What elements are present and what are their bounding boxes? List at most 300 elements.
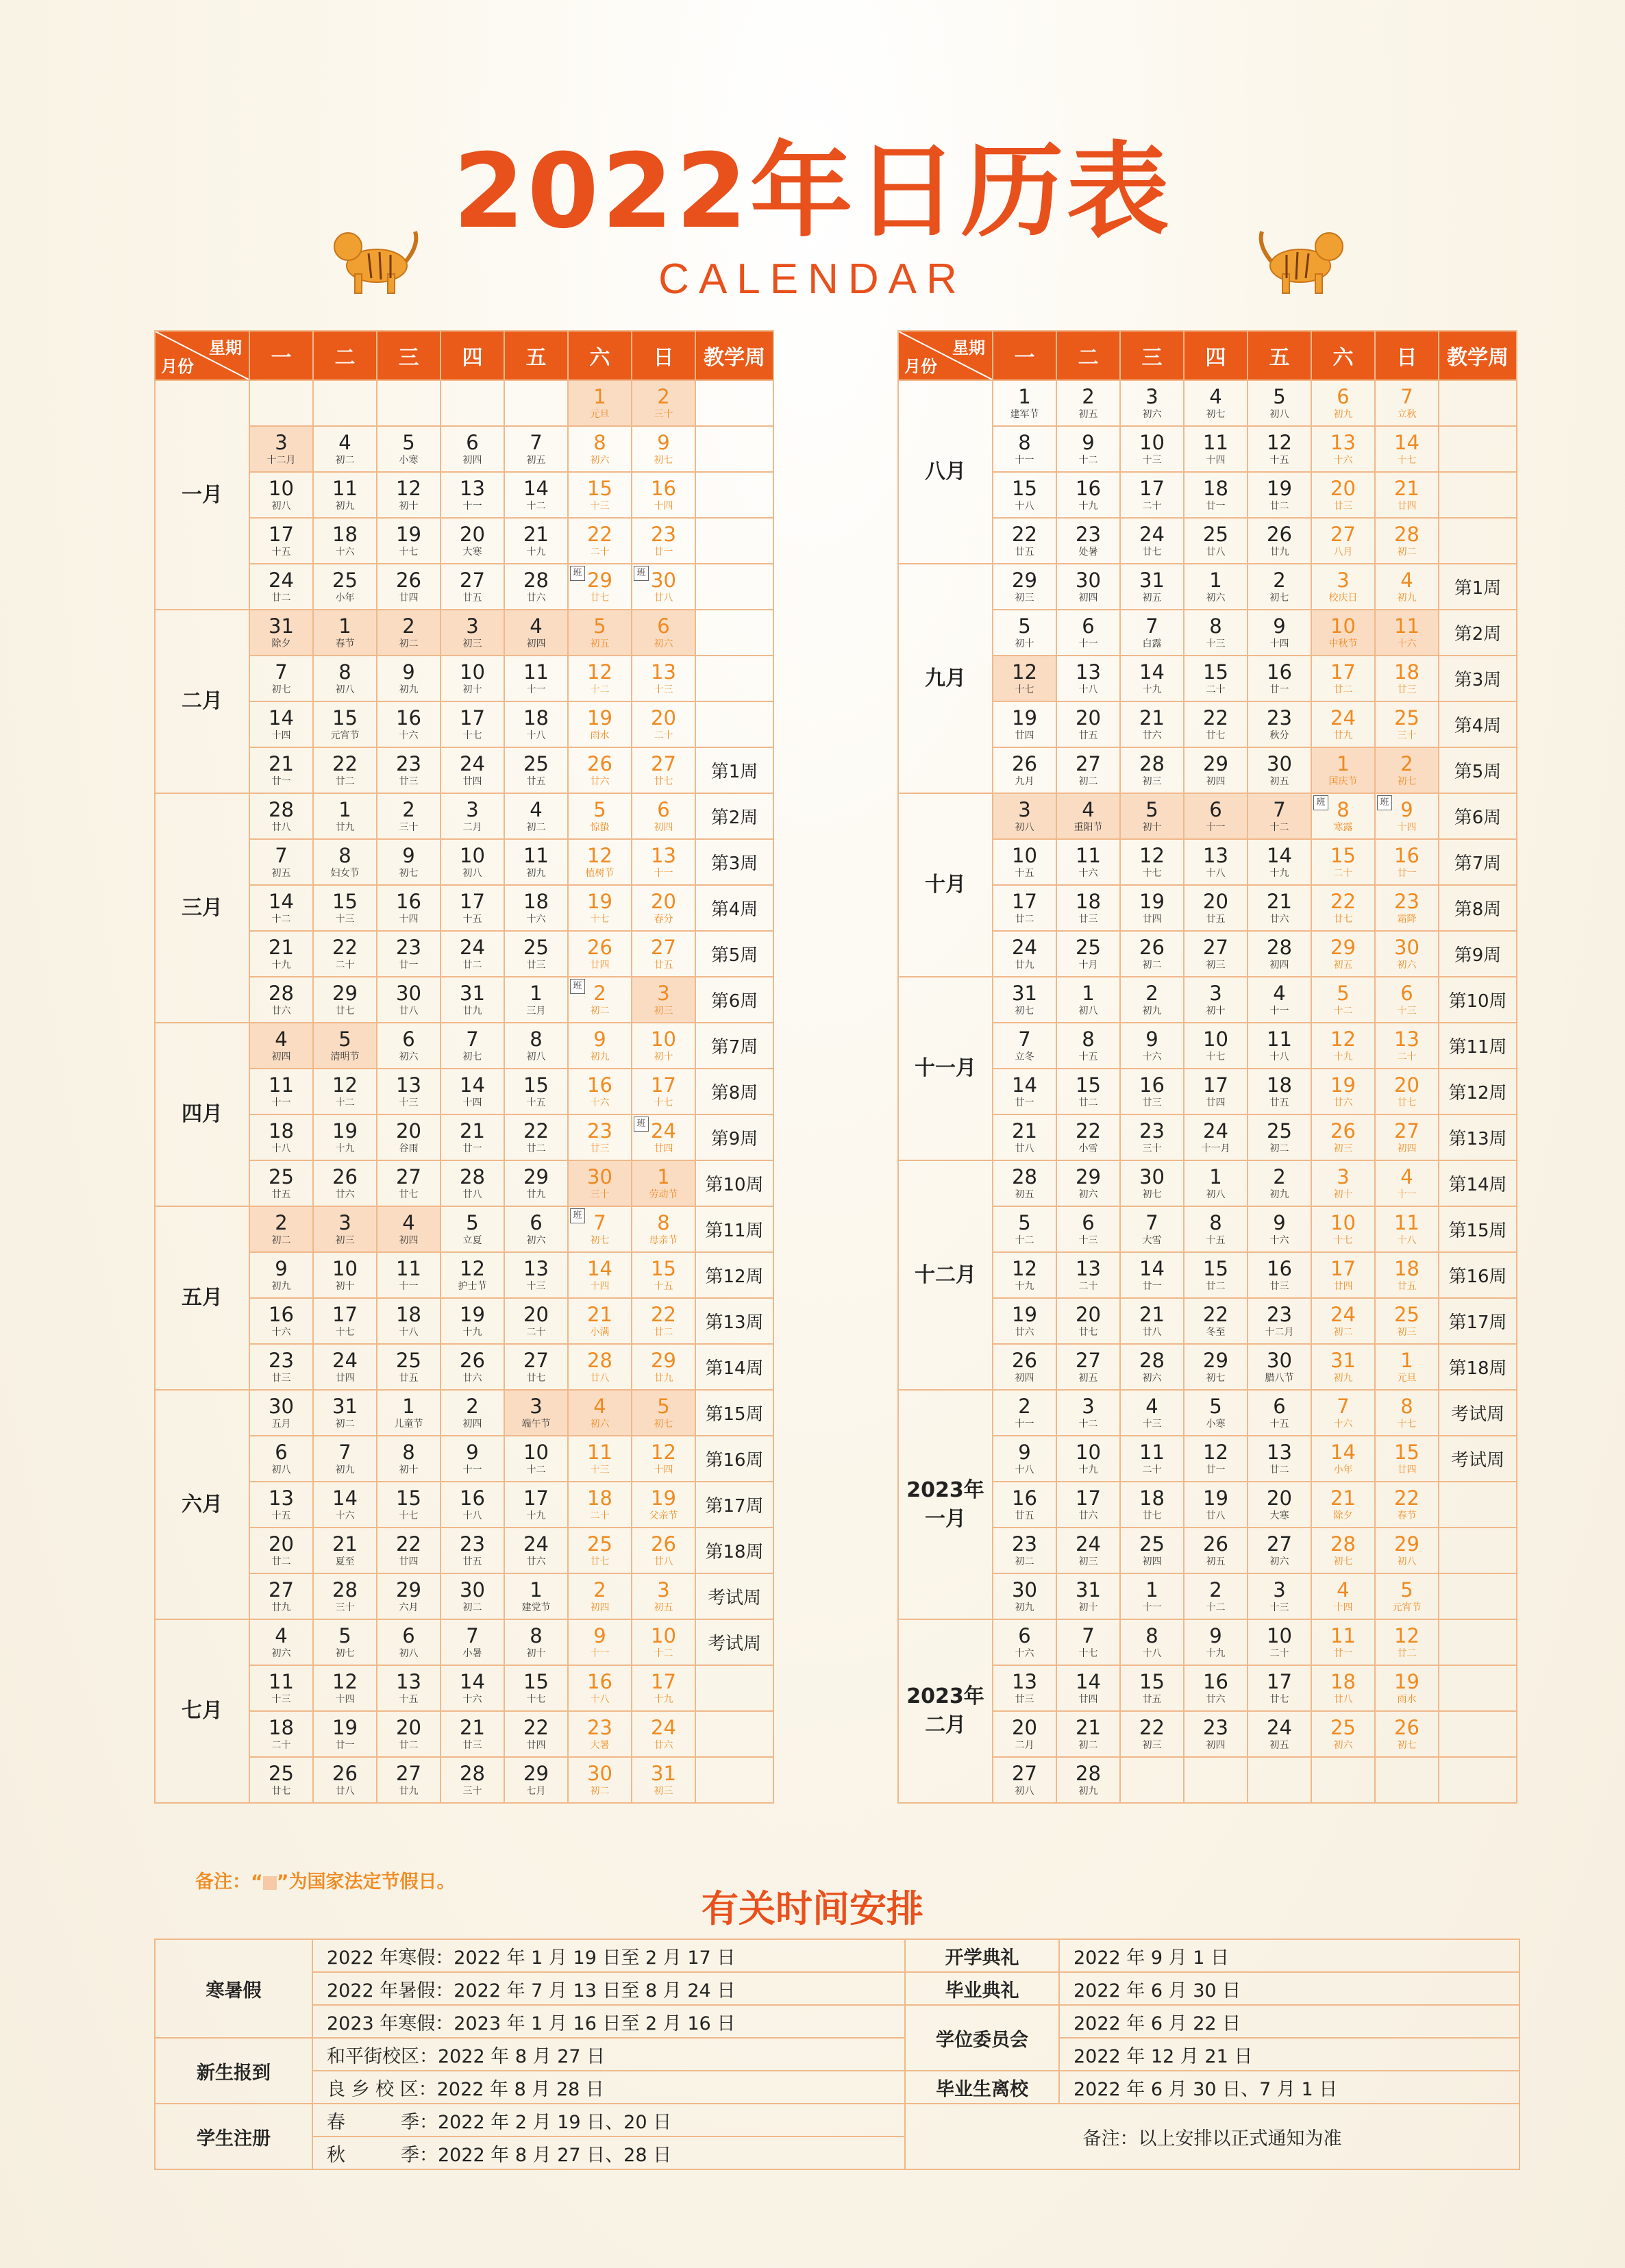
lunar-date: 廿二 — [1269, 501, 1289, 512]
day-cell — [377, 839, 441, 885]
day-cell — [1184, 564, 1248, 610]
lunar-date: 霜降 — [1397, 914, 1417, 925]
lunar-date: 廿二 — [654, 1327, 673, 1338]
lunar-date: 廿五 — [654, 960, 673, 971]
day-cell — [1056, 1252, 1120, 1298]
day-number: 26 — [460, 1349, 485, 1372]
teaching-week-cell: 第6周 — [695, 977, 773, 1023]
day-cell — [504, 1619, 568, 1665]
day-cell — [313, 656, 377, 701]
day-cell — [249, 472, 313, 518]
holiday-label: 寒暑假 — [155, 1939, 312, 2038]
day-cell — [313, 701, 377, 747]
day-number: 26 — [332, 1165, 358, 1188]
lunar-date: 十七 — [462, 730, 482, 741]
lunar-date: 初四 — [1206, 776, 1226, 787]
day-number: 10 — [1076, 1441, 1101, 1464]
day-cell — [1184, 1206, 1248, 1252]
day-cell — [993, 1160, 1056, 1206]
lunar-date: 十一 — [271, 1097, 291, 1108]
day-cell — [504, 1390, 568, 1436]
day-number: 30 — [269, 1395, 294, 1418]
day-cell — [568, 1344, 632, 1390]
lunar-date: 十八 — [462, 1510, 482, 1521]
day-number: 1 — [1337, 752, 1350, 775]
day-cell — [1311, 885, 1375, 931]
enroll-row: 和平街校区：2022 年 8 月 27 日 — [312, 2038, 905, 2071]
day-number: 16 — [1076, 477, 1101, 500]
day-number: 4 — [1209, 385, 1222, 408]
day-number: 16 — [651, 477, 676, 500]
lunar-date: 十五 — [654, 1281, 673, 1292]
lunar-date: 十二 — [654, 1648, 673, 1659]
lunar-date: 初五 — [590, 638, 610, 649]
day-cell — [632, 380, 695, 426]
day-cell — [568, 1023, 632, 1069]
empty-day-cell — [1184, 1757, 1248, 1803]
day-number: 19 — [587, 890, 612, 913]
lunar-date: 秋分 — [1269, 730, 1289, 741]
lunar-date: 初九 — [1269, 1189, 1289, 1200]
calendar-week-row — [898, 1390, 1517, 1436]
day-number: 12 — [587, 660, 612, 684]
day-number: 8 — [1018, 431, 1031, 454]
day-number: 9 — [1273, 614, 1286, 638]
tiger-right-icon — [1254, 218, 1350, 300]
lunar-date: 廿三 — [1142, 1097, 1162, 1108]
lunar-date: 二十 — [1333, 868, 1353, 879]
day-number: 15 — [523, 1073, 549, 1097]
weekday-header: 五 — [1248, 331, 1311, 380]
day-cell — [313, 1482, 377, 1528]
lunar-date: 廿一 — [1269, 684, 1289, 695]
lunar-date: 初九 — [1142, 1006, 1162, 1017]
day-cell — [1120, 1344, 1184, 1390]
day-cell — [441, 885, 504, 931]
day-number: 15 — [1012, 477, 1037, 500]
day-cell — [1120, 610, 1184, 656]
day-number: 30 — [1394, 936, 1419, 959]
day-cell — [568, 1665, 632, 1711]
lunar-date: 小年 — [335, 593, 355, 603]
day-cell — [249, 1482, 313, 1528]
lunar-date: 初二 — [590, 1786, 610, 1797]
day-cell — [313, 747, 377, 793]
day-number: 3 — [1273, 1578, 1286, 1602]
day-cell — [1056, 380, 1120, 426]
day-number: 12 — [1203, 1441, 1228, 1464]
lunar-date: 十二 — [1078, 455, 1098, 466]
day-number: 16 — [1139, 1073, 1165, 1097]
day-number: 20 — [1267, 1486, 1292, 1510]
day-number: 22 — [1203, 706, 1228, 730]
day-cell — [249, 1206, 313, 1252]
day-number: 6 — [1018, 1624, 1031, 1647]
day-number: 30 — [1139, 1165, 1165, 1188]
day-number: 22 — [1203, 1303, 1228, 1326]
day-number: 9 — [466, 1441, 479, 1464]
day-cell — [1120, 1436, 1184, 1482]
lunar-date: 十三 — [590, 1465, 610, 1475]
lunar-date: 廿三 — [399, 776, 419, 787]
lunar-date: 重阳节 — [1074, 822, 1103, 833]
lunar-date: 二十 — [590, 547, 610, 558]
lunar-date: 十六 — [335, 547, 355, 558]
day-cell — [377, 1344, 441, 1390]
day-number: 2 — [1082, 385, 1095, 408]
lunar-date: 十五 — [1269, 455, 1289, 466]
day-number: 7 — [593, 1211, 606, 1234]
lunar-date: 初六 — [1397, 960, 1417, 971]
lunar-date: 十二 — [590, 684, 610, 695]
lunar-date: 廿七 — [590, 593, 610, 603]
day-number: 13 — [1012, 1670, 1037, 1693]
lunar-date: 十八 — [399, 1327, 419, 1338]
day-cell — [313, 1757, 377, 1803]
day-number: 11 — [269, 1073, 294, 1097]
day-number: 28 — [587, 1349, 612, 1372]
day-number: 23 — [587, 1716, 612, 1739]
day-number: 28 — [332, 1578, 358, 1602]
day-cell — [632, 1573, 695, 1619]
day-cell — [1375, 1436, 1439, 1482]
lunar-date: 初十 — [1078, 1602, 1098, 1613]
day-number: 18 — [1394, 660, 1419, 684]
lunar-date: 初十 — [335, 1281, 355, 1292]
lunar-date: 二十 — [1269, 1648, 1289, 1659]
day-cell — [504, 747, 568, 793]
day-number: 23 — [1267, 1303, 1292, 1326]
lunar-date: 初二 — [590, 1006, 610, 1017]
day-number: 21 — [1394, 477, 1419, 500]
day-number: 10 — [1330, 614, 1356, 638]
lunar-date: 廿二 — [1206, 1281, 1226, 1292]
weekday-header: 三 — [1120, 331, 1184, 380]
day-number: 9 — [593, 1624, 606, 1647]
lunar-date: 廿八 — [590, 1373, 610, 1384]
day-number: 14 — [587, 1257, 612, 1280]
day-cell — [249, 1573, 313, 1619]
lunar-date: 初七 — [271, 684, 291, 695]
lunar-date: 十三 — [590, 501, 610, 512]
lunar-date: 廿一 — [462, 1143, 482, 1154]
day-cell — [1375, 747, 1439, 793]
day-cell — [377, 1114, 441, 1160]
day-cell — [1184, 1069, 1248, 1114]
day-number: 23 — [1139, 1119, 1165, 1143]
lunar-date: 二十 — [1078, 1281, 1098, 1292]
lunar-date: 廿六 — [335, 1189, 355, 1200]
day-cell — [377, 931, 441, 977]
lunar-date: 九月 — [1015, 776, 1034, 787]
day-cell — [568, 518, 632, 564]
day-cell — [632, 1528, 695, 1573]
day-number: 5 — [1209, 1395, 1222, 1418]
day-cell — [249, 1757, 313, 1803]
day-cell — [1120, 1069, 1184, 1114]
month-label: 九月 — [898, 564, 993, 793]
day-cell — [993, 564, 1056, 610]
day-number: 11 — [1394, 1211, 1419, 1234]
lunar-date: 十五 — [1269, 1419, 1289, 1430]
day-cell — [1056, 472, 1120, 518]
day-cell — [568, 931, 632, 977]
day-number: 25 — [1139, 1532, 1165, 1556]
day-number: 18 — [1139, 1486, 1165, 1510]
makeup-workday-icon: 班 — [570, 979, 585, 994]
lunar-date: 十三 — [399, 1097, 419, 1108]
lunar-date: 初二 — [462, 1602, 482, 1613]
lunar-date: 廿二 — [462, 960, 482, 971]
calendar-week-row — [898, 1619, 1517, 1665]
teaching-week-cell: 第8周 — [1439, 885, 1517, 931]
day-number: 7 — [338, 1441, 351, 1464]
day-cell — [377, 472, 441, 518]
day-number: 20 — [523, 1303, 549, 1326]
lunar-date: 小寒 — [399, 455, 419, 466]
day-cell — [1184, 1573, 1248, 1619]
lunar-date: 初四 — [462, 1419, 482, 1430]
day-cell — [377, 1069, 441, 1114]
lunar-date: 十七 — [399, 547, 419, 558]
lunar-date: 十二 — [1333, 1006, 1353, 1017]
lunar-date: 初四 — [590, 1602, 610, 1613]
lunar-date: 母亲节 — [649, 1235, 678, 1246]
day-cell — [1375, 610, 1439, 656]
day-number: 25 — [1267, 1119, 1292, 1143]
day-number: 2 — [593, 982, 606, 1005]
day-number: 17 — [460, 706, 485, 730]
teaching-week-cell — [1439, 1528, 1517, 1573]
day-number: 11 — [1203, 431, 1228, 454]
day-number: 6 — [657, 614, 670, 638]
day-cell — [1375, 1298, 1439, 1344]
day-number: 1 — [1209, 1165, 1222, 1188]
calendar-left — [154, 330, 774, 1804]
day-number: 21 — [332, 1532, 358, 1556]
day-number: 19 — [1203, 1486, 1228, 1510]
day-number: 14 — [1267, 844, 1292, 867]
day-number: 1 — [530, 982, 543, 1005]
day-cell — [1120, 977, 1184, 1023]
lunar-date: 立夏 — [462, 1235, 482, 1246]
day-cell — [1056, 1711, 1120, 1757]
lunar-date: 初五 — [1269, 776, 1289, 787]
lunar-date: 十三 — [526, 1281, 546, 1292]
day-number: 20 — [1203, 890, 1228, 913]
lunar-date: 十四 — [654, 1465, 673, 1475]
day-number: 21 — [587, 1303, 612, 1326]
day-number: 5 — [1400, 1578, 1413, 1602]
day-number: 31 — [1076, 1578, 1101, 1602]
day-number: 16 — [1267, 1257, 1292, 1280]
day-number: 18 — [523, 890, 549, 913]
day-cell — [377, 1482, 441, 1528]
lunar-date: 初四 — [1142, 1556, 1162, 1567]
lunar-date: 元宵节 — [330, 730, 360, 741]
day-number: 6 — [1400, 982, 1413, 1005]
day-cell — [1184, 977, 1248, 1023]
lunar-date: 廿八 — [335, 1786, 355, 1797]
lunar-date: 十八 — [1142, 1648, 1162, 1659]
lunar-date: 十三 — [1142, 1419, 1162, 1430]
lunar-date: 廿四 — [1397, 501, 1417, 512]
lunar-date: 十七 — [1333, 1235, 1353, 1246]
day-number: 27 — [396, 1762, 421, 1785]
day-cell — [1311, 1573, 1375, 1619]
day-cell — [1184, 1023, 1248, 1069]
day-number: 4 — [593, 1395, 606, 1418]
day-number: 16 — [269, 1303, 294, 1326]
lunar-date: 大暑 — [590, 1740, 610, 1751]
day-number: 24 — [332, 1349, 358, 1372]
leave-label: 毕业生离校 — [905, 2071, 1059, 2104]
lunar-date: 三十 — [1142, 1143, 1162, 1154]
day-number: 7 — [466, 1624, 479, 1647]
day-cell — [1120, 656, 1184, 701]
day-number: 22 — [523, 1716, 549, 1739]
day-cell — [1248, 1206, 1311, 1252]
day-number: 3 — [275, 431, 288, 454]
lunar-date: 建党节 — [521, 1602, 551, 1613]
lunar-date: 初十 — [1206, 1006, 1226, 1017]
day-number: 1 — [402, 1395, 415, 1418]
day-number: 15 — [332, 890, 358, 913]
lunar-date: 十月 — [1078, 960, 1098, 971]
day-number: 27 — [269, 1578, 294, 1602]
day-number: 11 — [396, 1257, 421, 1280]
lunar-date: 十九 — [1206, 1648, 1226, 1659]
lunar-date: 十六 — [335, 1510, 355, 1521]
day-number: 8 — [1209, 1211, 1222, 1234]
day-cell — [313, 931, 377, 977]
day-cell — [568, 1069, 632, 1114]
day-number: 27 — [396, 1165, 421, 1188]
teaching-week-cell: 第17周 — [1439, 1298, 1517, 1344]
lunar-date: 十五 — [399, 1694, 419, 1705]
day-number: 7 — [275, 660, 288, 684]
day-number: 17 — [651, 1670, 676, 1693]
day-number: 24 — [523, 1532, 549, 1556]
day-number: 23 — [651, 523, 676, 546]
day-cell — [504, 1160, 568, 1206]
lunar-date: 十一 — [1015, 1419, 1034, 1430]
day-cell — [568, 1619, 632, 1665]
day-number: 10 — [1012, 844, 1037, 867]
day-cell — [1056, 426, 1120, 472]
day-cell — [249, 1252, 313, 1298]
lunar-date: 初六 — [1269, 1556, 1289, 1567]
corner-header — [898, 331, 993, 380]
lunar-date: 十六 — [1397, 638, 1417, 649]
day-number: 30 — [1267, 1349, 1292, 1372]
lunar-date: 廿七 — [335, 1006, 355, 1017]
day-number: 6 — [1273, 1395, 1286, 1418]
day-cell — [568, 1573, 632, 1619]
lunar-date: 二十 — [335, 960, 355, 971]
day-cell — [313, 1665, 377, 1711]
lunar-date: 夏至 — [335, 1556, 355, 1567]
day-cell — [1311, 610, 1375, 656]
day-number: 24 — [1267, 1716, 1292, 1739]
day-number: 20 — [651, 706, 676, 730]
lunar-date: 廿四 — [1015, 730, 1034, 741]
day-cell — [504, 1206, 568, 1252]
day-cell — [504, 1252, 568, 1298]
day-cell — [1184, 701, 1248, 747]
day-cell — [632, 885, 695, 931]
day-number: 1 — [1082, 982, 1095, 1005]
day-cell — [993, 1206, 1056, 1252]
day-cell — [249, 610, 313, 656]
day-number: 21 — [523, 523, 549, 546]
day-cell — [993, 1711, 1056, 1757]
day-cell — [1311, 1665, 1375, 1711]
teaching-week-cell — [695, 518, 773, 564]
day-number: 2 — [593, 1578, 606, 1602]
day-cell — [993, 380, 1056, 426]
day-cell — [1056, 1757, 1120, 1803]
day-number: 28 — [269, 982, 294, 1005]
lunar-date: 廿八 — [1206, 547, 1226, 558]
day-cell — [249, 747, 313, 793]
day-cell — [504, 1069, 568, 1114]
day-cell — [504, 1665, 568, 1711]
day-cell — [504, 1573, 568, 1619]
day-cell — [249, 885, 313, 931]
day-cell — [993, 518, 1056, 564]
day-cell — [377, 1665, 441, 1711]
lunar-date: 廿六 — [526, 1556, 546, 1567]
lunar-date: 十八 — [590, 1694, 610, 1705]
teaching-week-cell: 第16周 — [695, 1436, 773, 1482]
day-number: 9 — [402, 660, 415, 684]
day-number: 11 — [523, 660, 549, 684]
lunar-date: 十五 — [1206, 1235, 1226, 1246]
day-cell — [632, 1023, 695, 1069]
lunar-date: 十六 — [1333, 455, 1353, 466]
day-number: 12 — [332, 1073, 358, 1097]
day-cell — [1311, 1160, 1375, 1206]
day-cell — [1056, 656, 1120, 701]
day-cell — [1056, 1206, 1120, 1252]
lunar-date: 初五 — [271, 868, 291, 879]
day-number: 14 — [1139, 660, 1165, 684]
lunar-date: 十九 — [1078, 501, 1098, 512]
day-cell — [1056, 1069, 1120, 1114]
lunar-date: 二十 — [526, 1327, 546, 1338]
day-cell — [1248, 472, 1311, 518]
lunar-date: 十五 — [462, 914, 482, 925]
lunar-date: 十四 — [1206, 455, 1226, 466]
teaching-week-cell: 第6周 — [1439, 793, 1517, 839]
day-number: 9 — [1145, 1027, 1158, 1051]
day-cell — [313, 793, 377, 839]
day-number: 6 — [1082, 1211, 1095, 1234]
lunar-date: 五月 — [271, 1419, 291, 1430]
day-number: 17 — [1203, 1073, 1228, 1097]
day-cell — [1184, 839, 1248, 885]
teaching-week-cell — [1439, 1619, 1517, 1665]
lunar-date: 初四 — [1206, 1740, 1226, 1751]
day-number: 31 — [1330, 1349, 1356, 1372]
day-cell — [313, 1573, 377, 1619]
day-cell — [504, 610, 568, 656]
lunar-date: 初五 — [526, 455, 546, 466]
lunar-date: 廿七 — [1269, 1694, 1289, 1705]
day-cell — [249, 1023, 313, 1069]
day-cell — [504, 1023, 568, 1069]
